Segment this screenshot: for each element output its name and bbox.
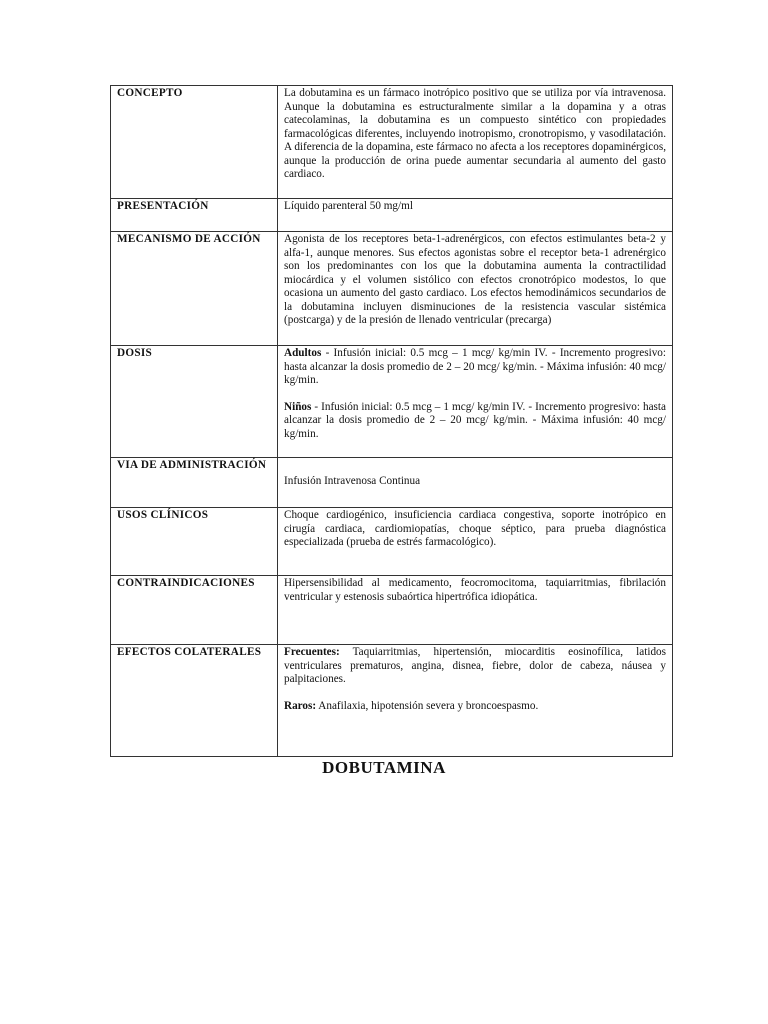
text: Hipersensibilidad al medicamento, feocromocitoma, taquiarritmias, fibrilación ventricular y estenosis subaórtica hipertrófica idiopática.	[284, 577, 666, 603]
text: La dobutamina es un fármaco inotrópico positivo que se utiliza por vía intravenosa. Aunque la dobutamina es estructuralmente similar a la dopamina y a otras catecolaminas, la dobutamina es un compuesto sintético con propiedades farmacológicas diferentes, incluyendo inotropismo, cronotropismo, y vasodilatación. A diferencia de la dopamina, este fármaco no afecta a los receptores dopaminérgicos, aunque la producción de orina puede aumentar secundaria al aumento del gasto cardiaco.	[284, 87, 666, 180]
label-efectos-colaterales: EFECTOS COLATERALES	[111, 645, 278, 757]
label-contraindicaciones: CONTRAINDICACIONES	[111, 576, 278, 645]
lead: Raros:	[284, 699, 317, 712]
lead: Niños	[284, 400, 312, 413]
row-presentacion	[111, 199, 673, 232]
text: Taquiarritmias, hipertensión, miocarditis eosinofílica, latidos ventriculares prematuros, angina, disnea, fiebre, dolor de cabeza, náusea y palpitaciones.	[284, 646, 666, 685]
content-concepto	[278, 86, 673, 199]
text: - Infusión inicial: 0.5 mcg – 1 mcg/ kg/min IV. - Incremento progresivo: hasta alcanzar la dosis promedio de 2 – 20 mcg/ kg/min. - Máxima infusión: 40 mcg/ kg/min.	[284, 347, 666, 386]
label-dosis: DOSIS	[111, 346, 278, 458]
paragraph	[284, 577, 666, 604]
text: - Infusión inicial: 0.5 mcg – 1 mcg/ kg/min IV. - Incremento progresivo: hasta alcanzar la dosis promedio de 2 – 20 mcg/ kg/min. - Máxima infusión: 40 mcg/ kg/min.	[284, 400, 666, 440]
label-concepto: CONCEPTO	[111, 86, 278, 199]
content-usos-clinicos	[278, 508, 673, 576]
lead: Adultos	[284, 347, 322, 359]
content-contraindicaciones	[278, 576, 673, 645]
document-title: DOBUTAMINA	[322, 758, 446, 777]
label-presentacion: PRESENTACIÓN	[111, 199, 278, 232]
row-concepto	[111, 86, 673, 199]
content-dosis	[278, 346, 673, 458]
content-efectos-colaterales	[278, 645, 673, 757]
text: Choque cardiogénico, insuficiencia cardiaca congestiva, soporte inotrópico en cirugía cardiaca, cardiomiopatías, choque séptico, para prueba diagnóstica especializada (prueba de estrés farmacológico).	[284, 509, 666, 548]
paragraph	[284, 200, 666, 214]
label-mecanismo: MECANISMO DE ACCIÓN	[111, 232, 278, 346]
paragraph	[284, 347, 666, 388]
row-usos-clinicos	[111, 508, 673, 576]
row-efectos-colaterales	[111, 645, 673, 757]
label-usos-clinicos: USOS CLÍNICOS	[111, 508, 278, 576]
text: Líquido parenteral 50 mg/ml	[284, 200, 413, 212]
row-via-administracion	[111, 458, 673, 508]
paragraph	[284, 87, 666, 182]
label-via-administracion: VIA DE ADMINISTRACIÓN	[111, 458, 278, 508]
text: Agonista de los receptores beta-1-adrenérgicos, con efectos estimulantes beta-2 y alfa-1, aunque menores. Sus efectos agonistas sobre el receptor beta-1 adrenérgico son los predominantes con los que la dobutamina aumenta la contractilidad miocárdica y el volumen sistólico con efectos cronotrópico modestos, lo que ocasiona un aumento del gasto cardiaco. Los efectos hemodinámicos secundarios de la dobutamina incluyen disminuciones de la resistencia vascular sistémica (postcarga) y de la presión de llenado ventricular (precarga)	[284, 233, 666, 326]
paragraph	[284, 700, 666, 714]
row-mecanismo	[111, 232, 673, 346]
row-dosis	[111, 346, 673, 458]
paragraph	[284, 401, 666, 442]
lead: Frecuentes:	[284, 646, 340, 658]
paragraph	[284, 475, 666, 489]
text: Infusión Intravenosa Continua	[284, 475, 421, 488]
row-contraindicaciones	[111, 576, 673, 645]
content-via-administracion	[278, 458, 673, 508]
drug-info-table	[110, 85, 673, 757]
paragraph	[284, 646, 666, 687]
paragraph	[284, 233, 666, 328]
text: Anafilaxia, hipotensión severa y broncoespasmo.	[316, 699, 539, 712]
content-presentacion	[278, 199, 673, 232]
content-mecanismo	[278, 232, 673, 346]
paragraph	[284, 509, 666, 550]
